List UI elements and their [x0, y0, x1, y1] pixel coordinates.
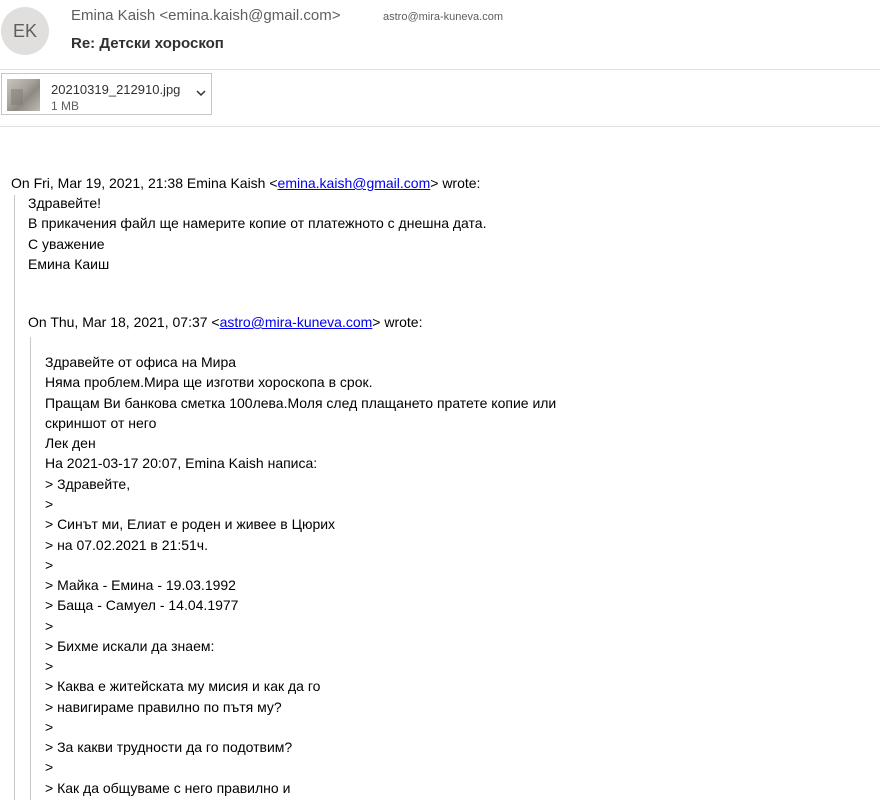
quoted-line: >: [45, 496, 54, 512]
quoted-line: >: [45, 759, 54, 775]
quote-attribution: On Thu, Mar 18, 2021, 07:37 <astro@mira-kuneva.com> wrote:: [28, 314, 423, 330]
quoted-line: > Здравейте,: [45, 476, 131, 492]
quoted-line: > Майка - Емина - 19.03.1992: [45, 577, 236, 593]
quoted-line: Няма проблем.Мира ще изготви хороскопа в срок.: [45, 374, 373, 390]
quoted-line: > Баща - Самуел - 14.04.1977: [45, 597, 239, 613]
reply-line: С уважение: [28, 236, 105, 252]
quoted-line: > За какви трудности да го подотвим?: [45, 739, 293, 755]
attachment-filename: 20210319_212910.jpg: [51, 82, 181, 97]
avatar[interactable]: EK: [1, 7, 49, 55]
quoted-line: скриншот от него: [45, 415, 157, 431]
quoted-line: Лек ден: [45, 435, 96, 451]
image-thumbnail-icon: [7, 79, 40, 111]
quoted-line: >: [45, 658, 54, 674]
quoted-line: > Синът ми, Елиат е роден и живее в Цюрих: [45, 516, 336, 532]
email-link[interactable]: astro@mira-kuneva.com: [219, 314, 373, 330]
attachment-card[interactable]: [1, 73, 212, 115]
message-header: [0, 0, 880, 70]
recipient[interactable]: astro@mira-kuneva.com: [383, 11, 503, 23]
email-link[interactable]: emina.kaish@gmail.com: [277, 175, 431, 191]
sender-name[interactable]: Emina Kaish <emina.kaish@gmail.com>: [71, 7, 341, 24]
quote-attribution: On Fri, Mar 19, 2021, 21:38 Emina Kaish <emina.kaish@gmail.com> wrote:: [11, 175, 481, 191]
quoted-line: > навигираме правилно по пътя му?: [45, 699, 282, 715]
reply-line: В прикачения файл ще намерите копие от платежното с днешна дата.: [28, 215, 487, 231]
quote-bar: [30, 337, 31, 800]
quoted-line: > Бихме искали да знаем:: [45, 638, 215, 654]
attachments-bar: [0, 69, 880, 127]
quoted-line: >: [45, 557, 54, 573]
quote-bar: [14, 195, 15, 800]
chevron-down-icon[interactable]: [195, 87, 207, 99]
quoted-line: > Как да общуваме с него правилно и: [45, 780, 291, 796]
quoted-line: > на 07.02.2021 в 21:51ч.: [45, 537, 208, 553]
quoted-line: >: [45, 719, 54, 735]
quoted-line: На 2021-03-17 20:07, Emina Kaish написа:: [45, 455, 318, 471]
reply-line: Емина Каиш: [28, 256, 110, 272]
reply-line: Здравейте!: [28, 195, 102, 211]
quoted-line: Пращам Ви банкова сметка 100лева.Моля след плащането пратете копие или: [45, 395, 557, 411]
quoted-line: Здравейте от офиса на Мира: [45, 354, 237, 370]
quoted-line: >: [45, 618, 54, 634]
quoted-line: > Каква е житейската му мисия и как да го: [45, 678, 321, 694]
subject: Re: Детски хороскоп: [71, 35, 224, 52]
attachment-size: 1 MB: [51, 99, 80, 113]
